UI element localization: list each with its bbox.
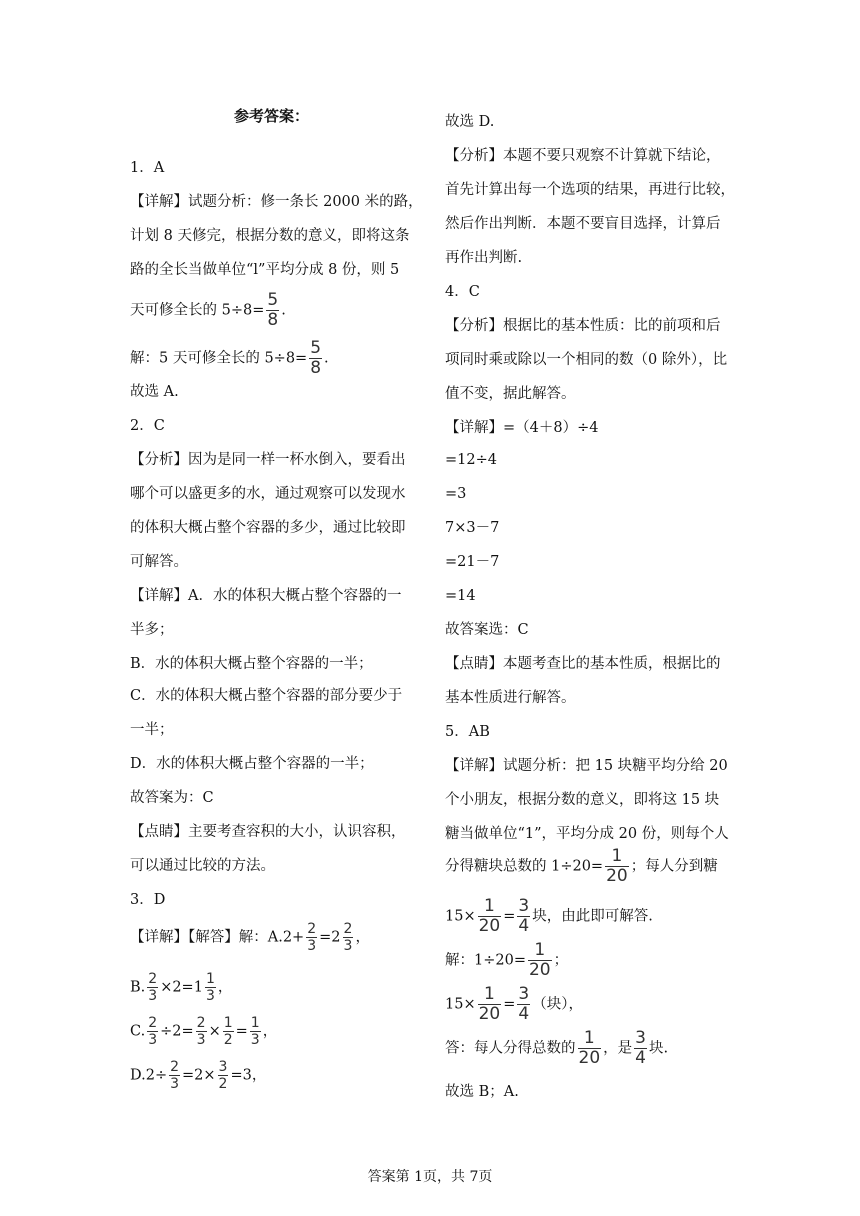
q2-text: 【点睛】主要考查容积的大小，认识容积，	[130, 824, 406, 840]
fraction: $\frac{1}{2}$	[223, 1015, 233, 1048]
q5-answer: 5．AB	[445, 724, 490, 740]
q4-text: 【详解】=（4＋8）÷4	[445, 420, 599, 436]
q1-text: 解：5 天可修全长的 5÷8= $\frac{5}{8}$ .	[130, 338, 329, 378]
q1-text: 【详解】试题分析：修一条长 2000 米的路，	[130, 194, 423, 210]
q4-text: 【点睛】本题考查比的基本性质，根据比的	[445, 656, 721, 672]
q3-text: 【分析】本题不要只观察不计算就下结论，	[445, 148, 721, 164]
q3-text: 故选 D.	[445, 114, 495, 130]
fraction: $\frac{3}{4}$	[518, 896, 530, 936]
q5-text: 15× $\frac{1}{20}$ = $\frac{3}{4}$ 块，由此即可解答.	[445, 896, 653, 936]
q2-text: 故答案为：C	[130, 790, 214, 806]
fraction: $\frac{2}{3}$	[196, 1015, 206, 1048]
q2-answer: 2．C	[130, 418, 165, 434]
q4-text: =12÷4	[445, 452, 497, 468]
q5-text: 个小朋友，根据分数的意义，即将这 15 块	[445, 792, 720, 808]
fraction: $\frac{3}{4}$	[635, 1028, 646, 1068]
fraction: $\frac{3}{4}$	[518, 984, 530, 1024]
page-footer: 答案第 1页，共 7页	[367, 1169, 493, 1185]
q4-text: 项同时乘或除以一个相同的数（0 除外），比	[445, 352, 728, 368]
q4-text: 值不变，据此解答。	[445, 386, 576, 402]
fraction: $\frac{2}{3}$	[170, 1059, 180, 1092]
fraction: $\frac{2}{3}$	[343, 921, 353, 954]
fraction: $\frac{1}{20}$	[578, 1028, 601, 1068]
q3-option-c: C. $\frac{2}{3}$ ÷2= $\frac{2}{3}$ × $\frac{1}{2}$ = $\frac{1}{3}$ ，	[130, 1015, 278, 1048]
fraction: $\frac{5}{8}$	[267, 290, 279, 330]
q3-option-b: B. $\frac{2}{3}$ ×2=1 $\frac{1}{3}$ ，	[130, 971, 233, 1004]
q3-text: 首先计算出每一个选项的结果，再进行比较，	[445, 182, 735, 198]
fraction: $\frac{3}{2}$	[218, 1059, 228, 1092]
fraction: $\frac{2}{3}$	[307, 921, 317, 954]
q5-text: 答：每人分得总数的 $\frac{1}{20}$ ，是 $\frac{3}{4}$ 块.	[445, 1028, 669, 1068]
q2-text: 的体积大概占整个容器的多少，通过比较即	[130, 520, 406, 536]
q3-answer: 3．D	[130, 892, 166, 908]
fraction: $\frac{1}{3}$	[250, 1015, 260, 1048]
q4-text: =14	[445, 588, 476, 604]
q4-text: =3	[445, 486, 467, 502]
q4-text: =21－7	[445, 554, 500, 570]
q2-text: B．水的体积大概占整个容器的一半；	[130, 656, 373, 672]
q4-text: 基本性质进行解答。	[445, 690, 576, 706]
q2-text: 一半；	[130, 722, 174, 738]
q1-text: 天可修全长的 5÷8= $\frac{5}{8}$ .	[130, 290, 286, 330]
q1-text: 故选 A.	[130, 384, 179, 400]
fraction: $\frac{2}{3}$	[148, 1015, 158, 1048]
fraction: $\frac{5}{8}$	[310, 338, 322, 378]
page-title: 参考答案：	[234, 107, 310, 125]
q1-text: 计划 8 天修完，根据分数的意义，即将这条	[130, 228, 410, 244]
q3-option-d: D.2÷ $\frac{2}{3}$ =2× $\frac{3}{2}$ =3，	[130, 1059, 267, 1092]
q4-text: 7×3－7	[445, 520, 500, 536]
fraction: $\frac{1}{20}$	[528, 940, 551, 980]
fraction: $\frac{1}{20}$	[478, 984, 501, 1024]
fraction: $\frac{2}{3}$	[148, 971, 158, 1004]
q2-text: 【分析】因为是同一样一杯水倒入，要看出	[130, 452, 406, 468]
q1-text: 路的全长当做单位“l”平均分成 8 份，则 5	[130, 262, 400, 278]
q2-text: 半多；	[130, 622, 174, 638]
q2-text: 可解答。	[130, 554, 188, 570]
fraction: $\frac{1}{3}$	[205, 971, 215, 1004]
q4-text: 故答案选：C	[445, 622, 529, 638]
q3-text: 然后作出判断．本题不要盲目选择，计算后	[445, 216, 721, 232]
q2-text: C．水的体积大概占整个容器的部分要少于	[130, 688, 403, 704]
q5-text: 故选 B；A.	[445, 1084, 519, 1100]
q4-answer: 4．C	[445, 284, 480, 300]
q2-text: 哪个可以盛更多的水，通过观察可以发现水	[130, 486, 406, 502]
q5-text: 15× $\frac{1}{20}$ = $\frac{3}{4}$ （块），	[445, 984, 583, 1024]
fraction: $\frac{1}{20}$	[606, 846, 628, 886]
q1-answer: 1．A	[130, 160, 165, 176]
q2-text: D．水的体积大概占整个容器的一半；	[130, 756, 374, 772]
q5-text: 解：1÷20= $\frac{1}{20}$ ；	[445, 940, 569, 980]
q2-text: 可以通过比较的方法。	[130, 858, 275, 874]
q5-text: 分得糖块总数的 1÷20= $\frac{1}{20}$ ；每人分到糖	[445, 846, 718, 886]
fraction: $\frac{1}{20}$	[478, 896, 501, 936]
q3-text: 再作出判断.	[445, 250, 523, 266]
q5-text: 【详解】试题分析：把 15 块糖平均分给 20	[445, 758, 728, 774]
q5-text: 糖当做单位“1”，平均分成 20 份，则每个人	[445, 826, 729, 842]
q4-text: 【分析】根据比的基本性质：比的前项和后	[445, 318, 721, 334]
q2-text: 【详解】A．水的体积大概占整个容器的一	[130, 588, 402, 604]
q3-option-a: 【详解】【解答】解：A.2+ $\frac{2}{3}$ =2 $\frac{2}{3}$ ，	[130, 921, 370, 954]
